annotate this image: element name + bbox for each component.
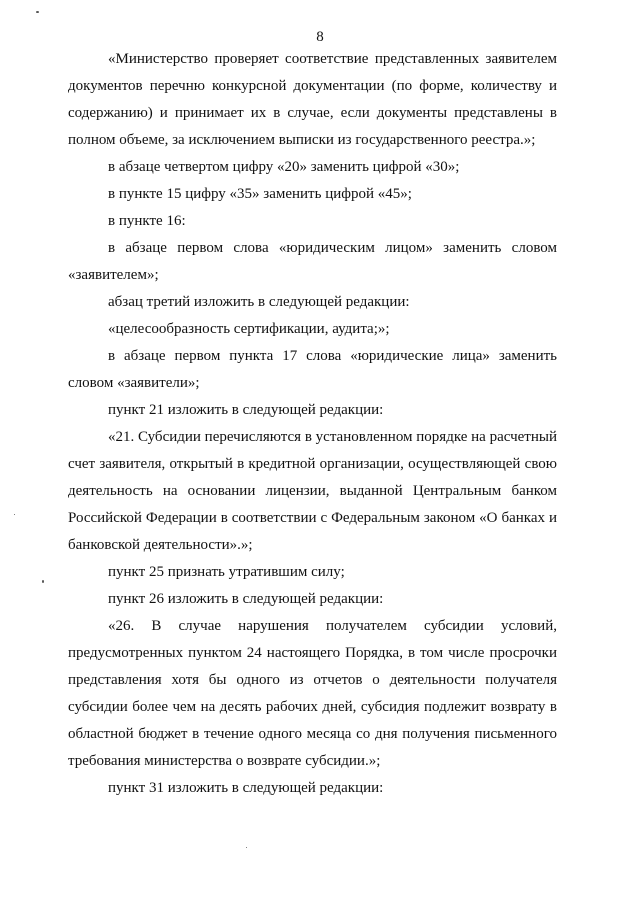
paragraph-ministry-check: «Министерство проверяет соответствие представленных заявителем документов перечню конкурсной документации (по форме, количеству и содержанию) и принимает их в случае, если документы представлены в полном объеме, за исключением выписки из государственного реестра.»;	[68, 51, 557, 148]
scan-speck	[36, 11, 39, 13]
paragraph-punkt-16: в пункте 16:	[108, 213, 186, 229]
paragraph-punkt-17: в абзаце первом пункта 17 слова «юридические лица» заменить словом «заявители»;	[68, 348, 557, 391]
paragraph-punkt-21-text: «21. Субсидии перечисляются в установленном порядке на расчетный счет заявителя, открытый в кредитной организации, осуществляющей свою деятельность на основании лицензии, выданной Центральным банком Российской Федерации в соответствии с Федеральным законом «О банках и банковской деятельности».»;	[68, 429, 557, 553]
scan-speck	[246, 847, 247, 848]
paragraph-punkt-15: в пункте 15 цифру «35» заменить цифрой «45»;	[108, 186, 412, 202]
scan-speck	[42, 580, 44, 583]
paragraph-abzats-four: в абзаце четвертом цифру «20» заменить цифрой «30»;	[108, 159, 460, 175]
paragraph-certification: «целесообразность сертификации, аудита;»;	[108, 321, 390, 337]
paragraph-abzats-three: абзац третий изложить в следующей редакции:	[108, 294, 410, 310]
page-number: 8	[316, 29, 324, 45]
scan-speck	[14, 514, 15, 515]
paragraph-punkt-31: пункт 31 изложить в следующей редакции:	[108, 780, 384, 796]
paragraph-punkt-26-text: «26. В случае нарушения получателем субсидии условий, предусмотренных пунктом 24 настоящего Порядка, в том числе просрочки представления хотя бы одного из отчетов о деятельности получателя субсидии более чем на десять рабочих дней, субсидия подлежит возврату в областной бюджет в течение одного месяца со дня получения письменного требования министерства о возврате субсидии.»;	[68, 618, 557, 769]
paragraph-punkt-21: пункт 21 изложить в следующей редакции:	[108, 402, 384, 418]
paragraph-punkt-25: пункт 25 признать утратившим силу;	[108, 564, 345, 580]
paragraph-punkt-26: пункт 26 изложить в следующей редакции:	[108, 591, 384, 607]
paragraph-abzats-one-replace: в абзаце первом слова «юридическим лицом» заменить словом «заявителем»;	[68, 240, 557, 283]
document-body	[68, 46, 557, 802]
